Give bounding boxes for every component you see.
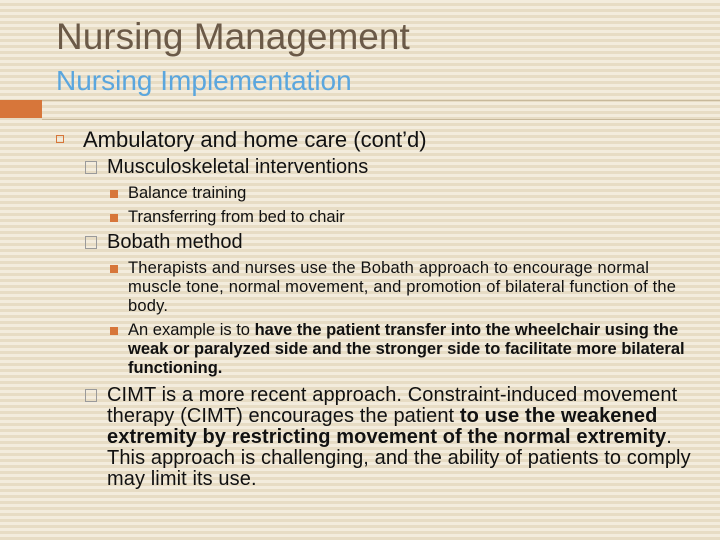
page-title: Nursing Management (56, 16, 410, 57)
bullet-balance-training: Balance training (128, 184, 247, 202)
example-text: An example is to (128, 321, 255, 339)
bullet-musculoskeletal: Musculoskeletal interventions (107, 156, 369, 178)
square-bullet-icon (110, 327, 118, 335)
square-bullet-icon (110, 214, 118, 222)
box-bullet-icon (85, 236, 97, 249)
box-bullet-icon (85, 161, 97, 174)
hollow-square-bullet-icon (56, 135, 64, 143)
bobath-heading-bold: Bobath (107, 231, 171, 253)
bobath-heading-rest: method (170, 231, 243, 253)
bullet-cimt (107, 385, 697, 490)
accent-block (0, 100, 42, 118)
cimt-bold-text: to use the weakened extremity by restricting movement of the normal extremity (107, 405, 667, 448)
example-bold-text: have the patient transfer into the wheelchair using the weak or paralyzed side and the stronger side to facilitate more bilateral functioning. (128, 321, 685, 377)
bullet-bobath-example (128, 321, 698, 378)
square-bullet-icon (110, 190, 118, 198)
bullet-bobath (107, 232, 697, 253)
bullet-ambulatory: Ambulatory and home care (cont’d) (83, 127, 427, 152)
cimt-text-end: . This approach is challenging, and the ability of patients to comply may limit its use. (107, 426, 691, 490)
bullet-transferring: Transferring from bed to chair (128, 208, 345, 226)
bullet-bobath-approach: Therapists and nurses use the Bobath approach to encourage normal muscle tone, normal movement, and promotion of bilateral function of the body. (128, 259, 677, 315)
box-bullet-icon (85, 389, 97, 402)
cimt-text: CIMT is a more recent approach. Constraint-induced movement therapy (CIMT) encourages the patient (107, 384, 678, 427)
accent-divider (42, 100, 720, 120)
square-bullet-icon (110, 265, 118, 273)
page-subtitle: Nursing Implementation (56, 65, 352, 96)
